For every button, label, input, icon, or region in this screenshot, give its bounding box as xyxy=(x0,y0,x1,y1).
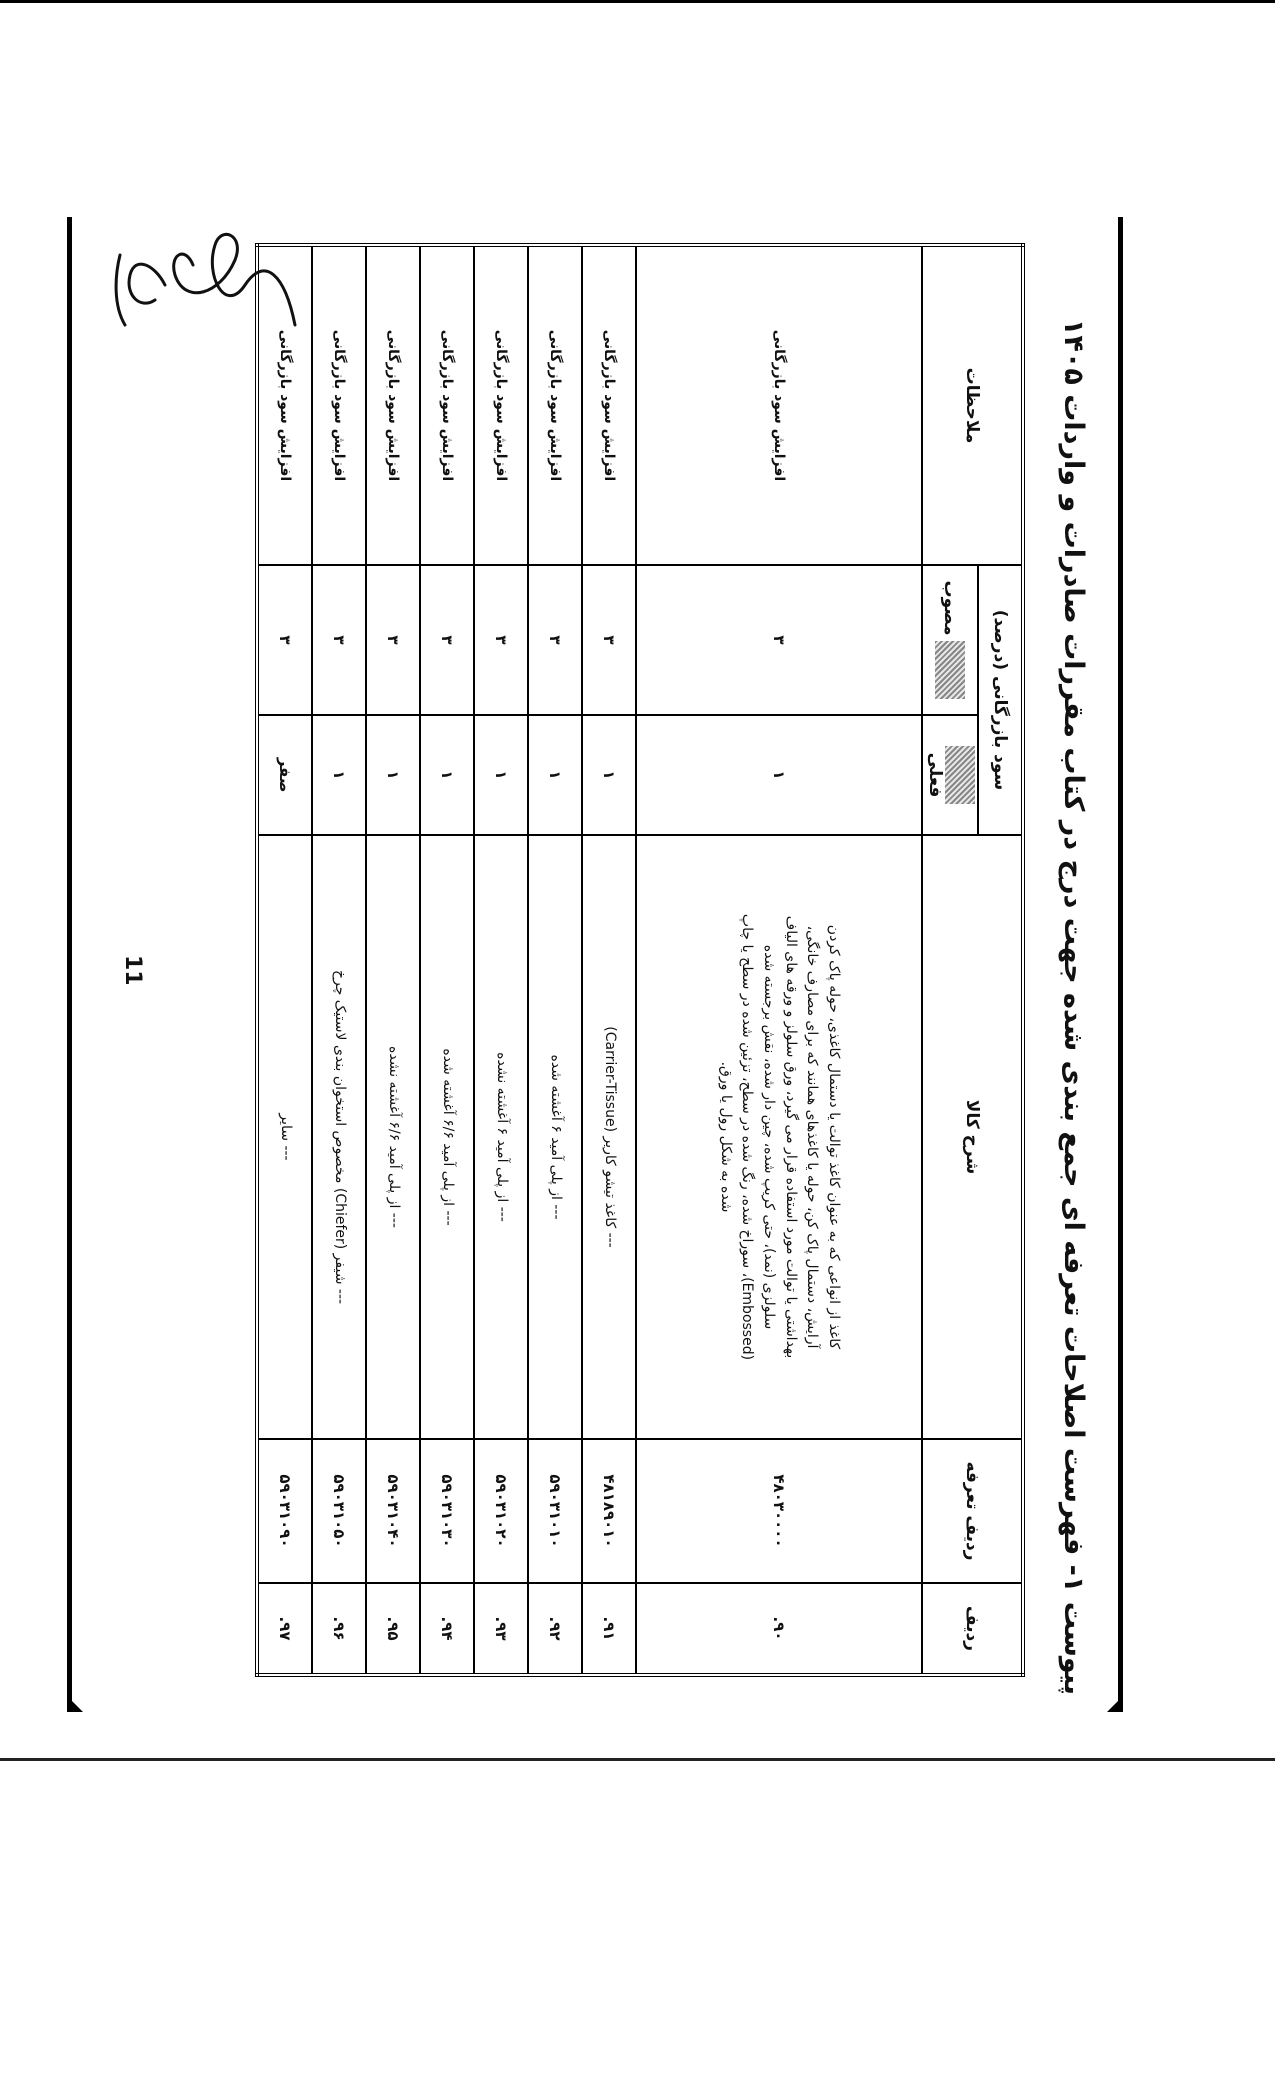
corner-mark-bottom xyxy=(69,1698,83,1712)
approved-rate: ۳ xyxy=(582,565,636,715)
header-description: شرح کالا xyxy=(922,835,1023,1439)
tariff-code: ۴۸۰۳۰۰۰۰ xyxy=(636,1439,922,1583)
goods-description: --- سایر xyxy=(257,835,312,1439)
description-line: آرایش، دستمال پاک کن، حوله یا کاغذهای همانند که برای مصارف خانگی، xyxy=(804,925,821,1349)
row-number: ۹۴. xyxy=(420,1583,474,1675)
notes-cell: افزایش سود بازرگانی xyxy=(636,245,922,565)
table-row xyxy=(420,245,474,1675)
row-number: ۹۵. xyxy=(366,1583,420,1675)
table-row xyxy=(474,245,528,1675)
row-number: ۹۰. xyxy=(636,1583,922,1675)
row-number: ۹۶. xyxy=(312,1583,366,1675)
tariff-code: ۴۸۱۸۹۰۱۰ xyxy=(582,1439,636,1583)
current-rate: ۱ xyxy=(312,715,366,835)
notes-cell: افزایش سود بازرگانی xyxy=(420,245,474,565)
row-number: ۹۷. xyxy=(257,1583,312,1675)
goods-description: --- از پلی آمید ۶ آغشته شده xyxy=(528,835,582,1439)
header-current-label: فعلی xyxy=(925,752,945,798)
approved-rate: ۳ xyxy=(474,565,528,715)
tariff-table xyxy=(255,243,1025,1677)
goods-description: --- از پلی آمید ۶ آغشته نشده xyxy=(474,835,528,1439)
table-row xyxy=(528,245,582,1675)
tariff-code: ۵۹۰۳۱۰۹۰ xyxy=(257,1439,312,1583)
current-rate: ۱ xyxy=(366,715,420,835)
goods-description: --- شیفر (Chiefer) مخصوص استخوان بندی لاستیک چرخ xyxy=(312,835,366,1439)
description-line: بهداشتی یا توالت مورد استفاده قرار می گیرد، ورق سلولز و ورقه های الیاف xyxy=(782,915,799,1359)
current-rate: ۱ xyxy=(582,715,636,835)
table-row xyxy=(636,245,922,1675)
tariff-code: ۵۹۰۳۱۰۱۰ xyxy=(528,1439,582,1583)
goods-description: --- از پلی آمید ۶/۶ آغشته شده xyxy=(420,835,474,1439)
current-rate: صفر xyxy=(257,715,312,835)
header-radif: ردیف xyxy=(922,1583,1023,1675)
notes-cell: افزایش سود بازرگانی xyxy=(366,245,420,565)
table-row xyxy=(582,245,636,1675)
document-title: پیوست ۱- فهرست اصلاحات تعرفه ای جمع بندی شده جهت درج در کتاب مقررات صادرات و واردات ۱۴۰۵ xyxy=(1058,318,1089,1695)
approved-rate: ۳ xyxy=(257,565,312,715)
header-commercial-profit: سود بازرگانی (درصد) xyxy=(978,565,1023,835)
header-approved xyxy=(922,565,978,715)
table-row xyxy=(366,245,420,1675)
approved-rate: ۳ xyxy=(636,565,922,715)
current-rate: ۱ xyxy=(474,715,528,835)
scan-edge-bottom xyxy=(0,1758,1275,1761)
page-number: 11 xyxy=(120,955,145,986)
approved-rate: ۳ xyxy=(312,565,366,715)
handwritten-signature xyxy=(105,215,305,355)
row-number: ۹۱. xyxy=(582,1583,636,1675)
header-tariff: ردیف تعرفه xyxy=(922,1439,1023,1583)
tariff-code: ۵۹۰۳۱۰۲۰ xyxy=(474,1439,528,1583)
goods-description xyxy=(636,835,922,1439)
approved-rate: ۳ xyxy=(528,565,582,715)
description-line: (Embossed)، سوراخ شده، رنگ شده در سطح، تزئین شده در سطح یا چاپ xyxy=(739,913,756,1361)
header-current xyxy=(922,715,978,835)
table-row xyxy=(257,245,312,1675)
stamp-mark xyxy=(935,641,965,699)
goods-description: --- کاغذ تیشو کاریر (Carrier-Tissue) xyxy=(582,835,636,1439)
table-header-row xyxy=(978,245,1023,1675)
goods-description: --- از پلی آمید ۶/۶ آغشته نشده xyxy=(366,835,420,1439)
header-notes: ملاحظات xyxy=(922,245,1023,565)
header-approved-label: مصوب xyxy=(940,580,960,636)
notes-cell: افزایش سود بازرگانی xyxy=(582,245,636,565)
description-line: شده به شکل رول یا ورق. xyxy=(717,1061,734,1213)
stamp-mark xyxy=(945,746,975,804)
approved-rate: ۳ xyxy=(420,565,474,715)
notes-cell: افزایش سود بازرگانی xyxy=(257,245,312,565)
row-number: ۹۳. xyxy=(474,1583,528,1675)
current-rate: ۱ xyxy=(420,715,474,835)
corner-mark-top xyxy=(1107,1698,1121,1712)
notes-cell: افزایش سود بازرگانی xyxy=(528,245,582,565)
rotated-document-page xyxy=(75,195,1125,1735)
tariff-code: ۵۹۰۳۱۰۵۰ xyxy=(312,1439,366,1583)
tariff-code: ۵۹۰۳۱۰۳۰ xyxy=(420,1439,474,1583)
row-number: ۹۲. xyxy=(528,1583,582,1675)
scan-edge-top xyxy=(0,0,1275,3)
table-row xyxy=(312,245,366,1675)
current-rate: ۱ xyxy=(528,715,582,835)
approved-rate: ۳ xyxy=(366,565,420,715)
current-rate: ۱ xyxy=(636,715,922,835)
notes-cell: افزایش سود بازرگانی xyxy=(312,245,366,565)
notes-cell: افزایش سود بازرگانی xyxy=(474,245,528,565)
tariff-code: ۵۹۰۳۱۰۴۰ xyxy=(366,1439,420,1583)
description-line: سلولزی (نمد)، حتی کریپ شده، چین دار شده، نقش برجسته شده xyxy=(761,944,777,1330)
description-line: کاغذ از انواعی که به عنوان کاغذ توالت یا دستمال کاغذی، حوله پاک کردن xyxy=(826,924,843,1350)
